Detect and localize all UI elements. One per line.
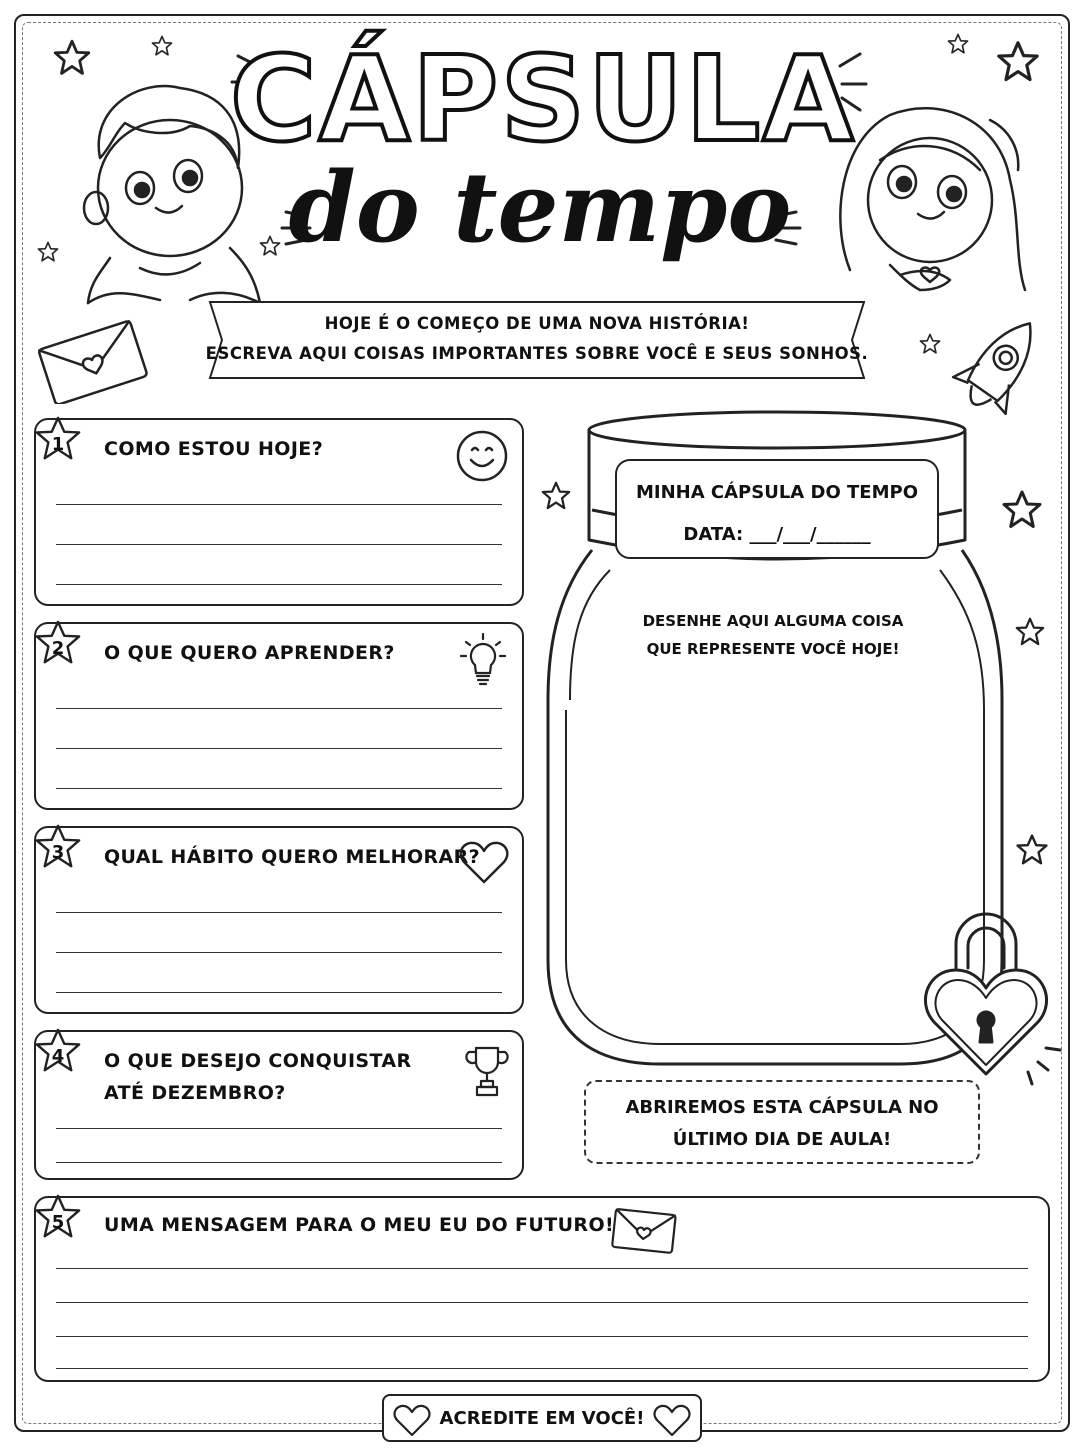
question-number: 3 xyxy=(51,842,65,863)
writing-line[interactable] xyxy=(56,1368,1028,1369)
jar-draw-prompt-1: DESENHE AQUI ALGUMA COISA xyxy=(642,612,904,630)
footer-tagline: ACREDITE EM VOCÊ! xyxy=(439,1408,645,1429)
writing-line[interactable] xyxy=(56,788,502,789)
question-box-4 xyxy=(34,1030,524,1180)
writing-line[interactable] xyxy=(56,1336,1028,1337)
star-icon xyxy=(55,41,89,73)
intro-banner xyxy=(196,298,878,382)
writing-line[interactable] xyxy=(56,1268,1028,1269)
opening-note-line-2: ÚLTIMO DIA DE AULA! xyxy=(672,1129,892,1150)
jar-date-field[interactable]: DATA: ___/___/______ xyxy=(683,524,871,545)
star-icon xyxy=(1017,619,1043,644)
page-subtitle: do tempo xyxy=(288,151,792,264)
writing-line[interactable] xyxy=(56,1162,502,1163)
question-title: QUAL HÁBITO QUERO MELHORAR? xyxy=(104,846,481,868)
heart-icon xyxy=(652,1404,692,1438)
question-title: O QUE QUERO APRENDER? xyxy=(104,642,395,664)
lightbulb-icon xyxy=(458,632,508,690)
jar-lid-title: MINHA CÁPSULA DO TEMPO xyxy=(635,482,918,503)
question-box-1 xyxy=(34,418,524,606)
envelope-icon xyxy=(608,1204,680,1256)
star-icon xyxy=(1018,836,1047,864)
writing-line[interactable] xyxy=(56,1302,1028,1303)
question-title: O QUE DESEJO CONQUISTAR xyxy=(104,1050,412,1072)
girl-illustration xyxy=(830,100,1040,300)
heart-padlock-icon xyxy=(916,908,1066,1088)
writing-line[interactable] xyxy=(56,992,502,993)
writing-line[interactable] xyxy=(56,1128,502,1129)
page-title: CÁPSULA xyxy=(230,30,856,168)
smiley-face-icon xyxy=(454,428,510,484)
writing-line[interactable] xyxy=(56,708,502,709)
opening-note-box xyxy=(584,1080,980,1164)
star-icon xyxy=(920,334,939,352)
envelope-icon xyxy=(32,316,152,404)
writing-line[interactable] xyxy=(56,584,502,585)
star-icon xyxy=(38,242,57,260)
opening-note-line-1: ABRIREMOS ESTA CÁPSULA NO xyxy=(625,1097,939,1118)
writing-line[interactable] xyxy=(56,504,502,505)
footer-tag xyxy=(382,1394,702,1442)
intro-line-2: ESCREVA AQUI COISAS IMPORTANTES SOBRE VOCÊ E SEUS SONHOS. xyxy=(205,344,869,363)
question-title: UMA MENSAGEM PARA O MEU EU DO FUTURO! xyxy=(104,1214,615,1236)
intro-line-1: HOJE É O COMEÇO DE UMA NOVA HISTÓRIA! xyxy=(324,314,750,333)
boy-illustration xyxy=(70,78,270,308)
question-box-5 xyxy=(34,1196,1050,1382)
question-number: 4 xyxy=(51,1046,65,1067)
heart-icon xyxy=(458,840,510,886)
question-number: 5 xyxy=(51,1212,65,1233)
star-icon xyxy=(999,43,1037,80)
question-title-line-2: ATÉ DEZEMBRO? xyxy=(104,1082,286,1104)
jar-draw-prompt-2: QUE REPRESENTE VOCÊ HOJE! xyxy=(646,640,900,658)
drawing-area[interactable] xyxy=(580,680,970,1010)
star-icon xyxy=(152,36,171,54)
star-icon xyxy=(948,34,967,52)
question-box-3 xyxy=(34,826,524,1014)
question-title: COMO ESTOU HOJE? xyxy=(104,438,324,460)
writing-line[interactable] xyxy=(56,748,502,749)
question-number: 2 xyxy=(51,638,65,659)
question-box-2 xyxy=(34,622,524,810)
trophy-icon xyxy=(462,1042,512,1102)
writing-line[interactable] xyxy=(56,952,502,953)
writing-line[interactable] xyxy=(56,912,502,913)
writing-line[interactable] xyxy=(56,544,502,545)
question-number: 1 xyxy=(51,434,65,455)
